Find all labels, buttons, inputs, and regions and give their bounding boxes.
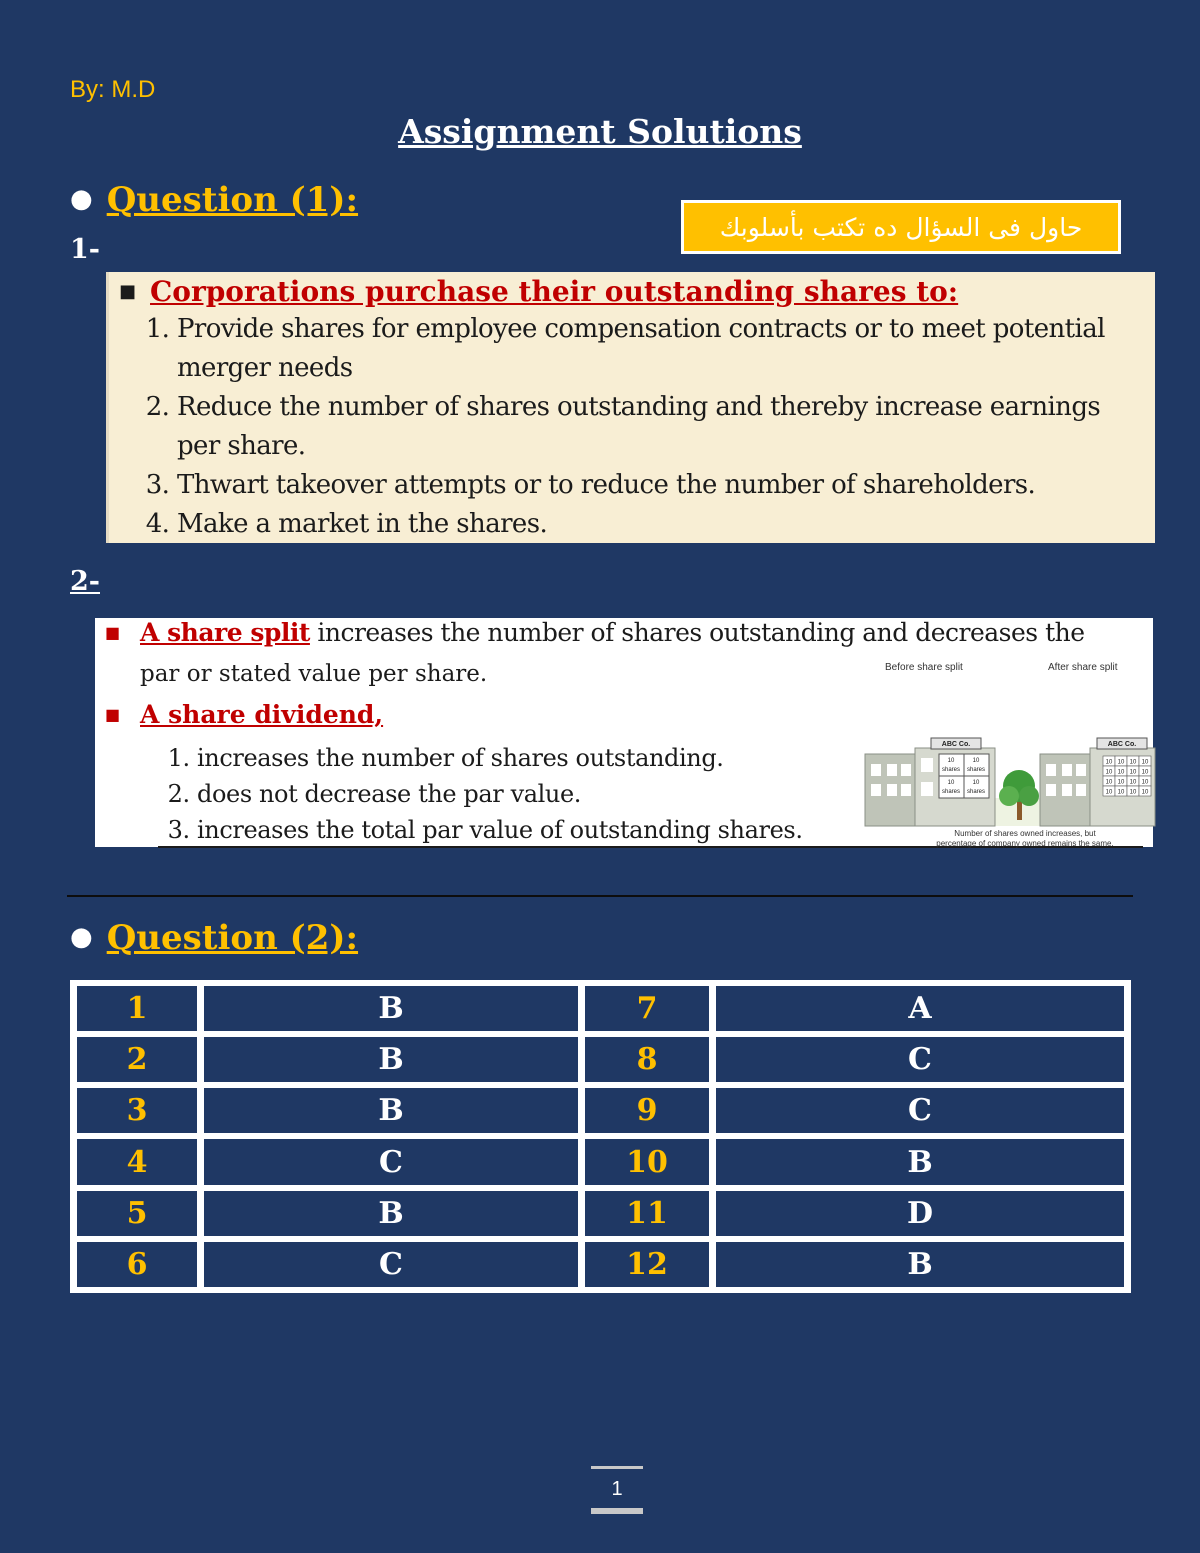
bullet-icon: ●: [70, 922, 93, 952]
share-dividend-line: ■ A share dividend,: [105, 700, 384, 729]
share-cell-text: 10: [1129, 779, 1137, 786]
list-item: 3. Thwart takeover attempts or to reduce the number of shareholders.: [177, 466, 1147, 505]
share-split-dividend-box: [95, 618, 1153, 847]
repurchase-heading: ■ Corporations purchase their outstanding shares to:: [119, 275, 959, 308]
page-title: Assignment Solutions: [398, 112, 802, 151]
answer-cell: C: [716, 1088, 1124, 1133]
cell-text: 10: [972, 780, 980, 786]
question-number-cell: 6: [77, 1242, 197, 1287]
cell-text: 10: [947, 780, 955, 786]
share-cell-text: 10: [1117, 769, 1125, 776]
question-number-cell: 10: [585, 1139, 709, 1184]
share-cell-text: 10: [1117, 779, 1125, 786]
share-dividend-list: [161, 740, 803, 848]
question-number-cell: 7: [585, 986, 709, 1031]
question-number-cell: 4: [77, 1139, 197, 1184]
question-number-cell: 12: [585, 1242, 709, 1287]
question-number-cell: 11: [585, 1191, 709, 1236]
answers-table: [70, 980, 1131, 1293]
question-number-cell: 1: [77, 986, 197, 1031]
share-split-line: ■ A share split increases the number of shares outstanding and decreases the: [105, 618, 1085, 647]
bullet-icon: ●: [70, 184, 93, 214]
square-bullet-icon: ■: [105, 705, 121, 724]
cell-text: shares: [966, 767, 986, 773]
share-cell-text: 10: [1117, 759, 1125, 766]
company-label: ABC Co.: [941, 741, 971, 748]
list-item: 1. Provide shares for employee compensation contracts or to meet potential merger needs: [177, 310, 1147, 388]
illustration-caption: Number of shares owned increases, but: [954, 829, 1096, 838]
answer-cell: C: [716, 1037, 1124, 1082]
share-cell-text: 10: [1105, 759, 1113, 766]
answer-cell: B: [716, 1242, 1124, 1287]
page-number: 1: [591, 1464, 643, 1512]
answer-cell: B: [204, 1191, 578, 1236]
author-label: By: M.D: [70, 76, 156, 103]
table-row: [77, 1037, 1124, 1082]
share-cell-text: 10: [1141, 759, 1149, 766]
before-building-icon: [865, 738, 995, 826]
cell-text: 10: [947, 758, 955, 764]
share-cell-text: 10: [1105, 769, 1113, 776]
list-item: 2. Reduce the number of shares outstanding and thereby increase earnings per share.: [177, 388, 1147, 466]
question-1-heading: ● Question (1):: [70, 180, 359, 220]
answer-cell: B: [204, 1037, 578, 1082]
table-row: [77, 1139, 1124, 1184]
list-item: 2. does not decrease the par value.: [197, 776, 803, 812]
question-number-cell: 5: [77, 1191, 197, 1236]
answer-cell: C: [204, 1139, 578, 1184]
list-item: 4. Make a market in the shares.: [177, 505, 1147, 544]
question-number-cell: 2: [77, 1037, 197, 1082]
share-cell-text: 10: [1129, 759, 1137, 766]
question-number-cell: 9: [585, 1088, 709, 1133]
square-bullet-icon: ■: [119, 281, 137, 302]
question-number-cell: 8: [585, 1037, 709, 1082]
answer-cell: B: [204, 1088, 578, 1133]
share-cell-text: 10: [1141, 789, 1149, 796]
share-split-line-2: par or stated value per share.: [140, 661, 488, 687]
list-item: 1. increases the number of shares outstanding.: [197, 740, 803, 776]
answer-cell: C: [204, 1242, 578, 1287]
answer-cell: B: [204, 986, 578, 1031]
cell-text: shares: [941, 789, 961, 795]
share-cell-text: 10: [1129, 789, 1137, 796]
before-split-label: Before share split: [885, 662, 963, 673]
answer-cell: B: [716, 1139, 1124, 1184]
part-1-number: 1-: [70, 234, 100, 265]
table-row: [77, 1088, 1124, 1133]
square-bullet-icon: ■: [105, 623, 120, 642]
share-cell-text: 10: [1117, 789, 1125, 796]
share-cell-text: 10: [1129, 769, 1137, 776]
question-number-cell: 3: [77, 1088, 197, 1133]
question-2-heading: ● Question (2):: [70, 918, 359, 958]
illustration-caption: percentage of company owned remains the same.: [936, 839, 1114, 848]
answer-cell: A: [716, 986, 1124, 1031]
cell-text: shares: [966, 789, 986, 795]
section-divider: [67, 895, 1133, 897]
page-number-rule: [591, 1508, 643, 1514]
share-cell-text: 10: [1105, 779, 1113, 786]
page-number-rule: [591, 1466, 643, 1469]
part-2-number: 2-: [70, 566, 100, 597]
after-split-label: After share split: [1048, 662, 1118, 673]
answer-cell: D: [716, 1191, 1124, 1236]
table-row: [77, 1191, 1124, 1236]
arabic-note: حاول فى السؤال ده تكتب بأسلوبك: [681, 200, 1121, 254]
table-row: [77, 986, 1124, 1031]
cell-text: shares: [941, 767, 961, 773]
share-cell-text: 10: [1105, 789, 1113, 796]
after-building-icon: [1040, 738, 1155, 826]
share-split-illustration: [865, 658, 1155, 848]
cell-text: 10: [972, 758, 980, 764]
share-repurchase-reasons-box: [106, 272, 1155, 543]
share-cell-text: 10: [1141, 769, 1149, 776]
repurchase-list: [119, 310, 1147, 544]
company-label: ABC Co.: [1107, 741, 1137, 748]
list-item: 3. increases the total par value of outstanding shares.: [197, 812, 803, 848]
share-cell-text: 10: [1141, 779, 1149, 786]
table-row: [77, 1242, 1124, 1287]
